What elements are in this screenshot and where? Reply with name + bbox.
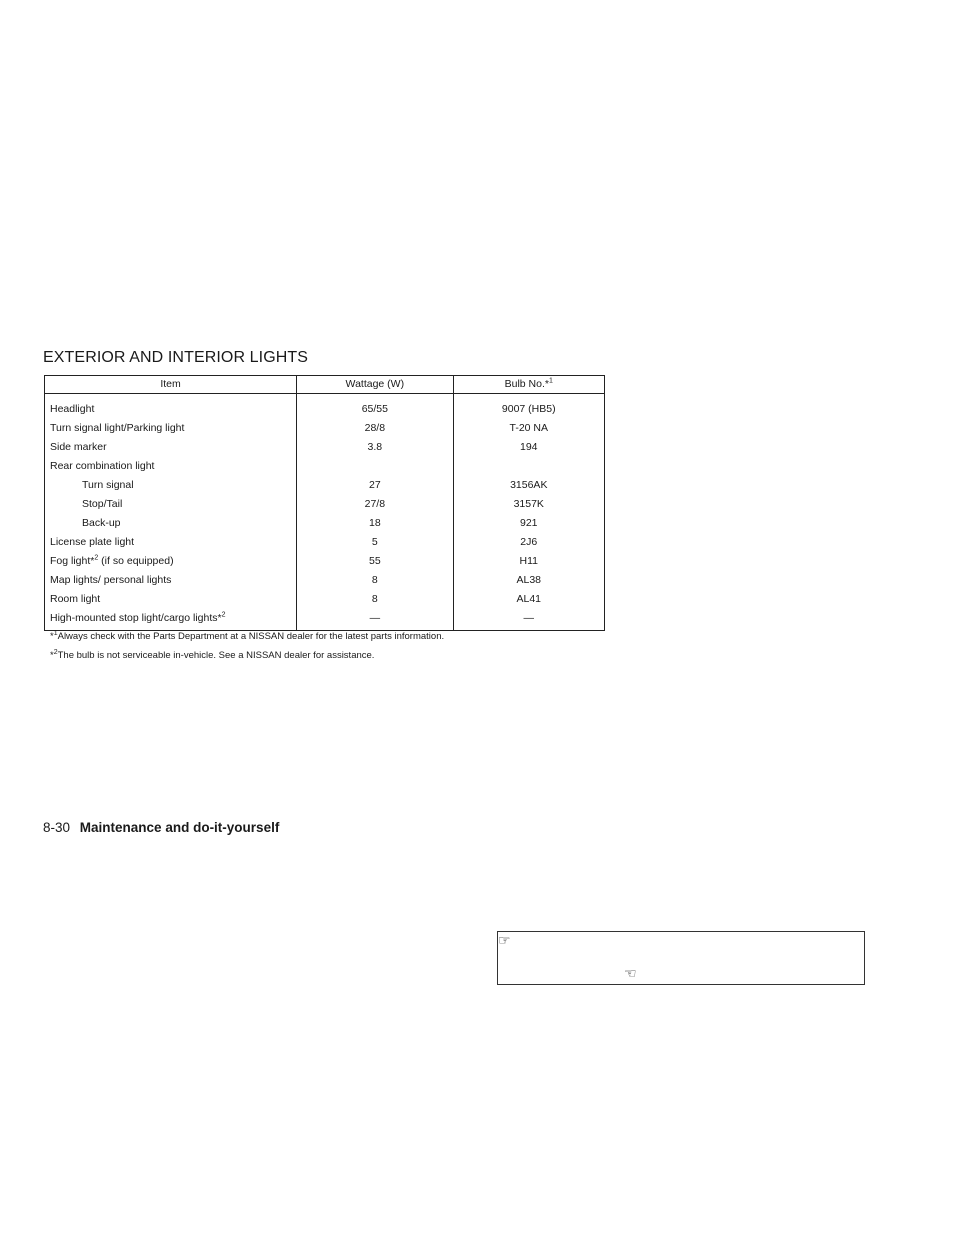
row-wattage: 8 [297,571,453,590]
table-row [45,571,605,590]
row-item: Turn signal [45,476,297,495]
row-item: Fog light*$^2$ (if so equipped) [45,552,297,571]
row-item: High-mounted stop light/cargo lights*$^2$ [45,609,297,631]
table-row [45,552,605,571]
table-row [45,394,605,420]
row-wattage: 8 [297,590,453,609]
row-bulb: AL38 [516,574,542,586]
table-row [45,533,605,552]
row-bulb [453,457,604,476]
table-row [45,495,605,514]
row-wattage: 3.8 [297,438,453,457]
row-bulb: H11 [519,555,538,567]
row-bulb: T-20 NA [509,422,549,434]
row-item: Headlight [45,394,297,420]
page-navigation-box [497,931,865,985]
table-row [45,514,605,533]
row-wattage: 55 [297,552,453,571]
table-row [45,419,605,438]
row-wattage: 28/8 [297,419,453,438]
row-item: Rear combination light [45,457,297,476]
row-bulb: AL41 [516,593,542,605]
row-wattage: 27 [297,476,453,495]
row-wattage: 27/8 [297,495,453,514]
row-bulb: 2J6 [520,536,538,548]
table-row [45,457,605,476]
page-footer [43,819,279,837]
row-bulb: 9007 (HB5) [501,403,556,415]
pointing-hand-right-icon[interactable]: ☞ [498,932,511,948]
table-row [45,609,605,631]
row-wattage: 5 [297,533,453,552]
row-item: Turn signal light/Parking light [45,419,297,438]
row-bulb: 921 [520,517,538,529]
page-number: 8-30 [43,820,71,835]
footnote-1: *$^1$Always check with the Parts Department at a NISSAN dealer for the latest parts information. [50,629,445,642]
table-row [45,476,605,495]
section-title: EXTERIOR AND INTERIOR LIGHTS [43,349,309,366]
row-item: Map lights/ personal lights [45,571,297,590]
row-bulb: 3157K [513,498,544,510]
footnote-2: *$^2$The bulb is not serviceable in-vehicle. See a NISSAN dealer for assistance. [50,648,375,661]
row-item: Side marker [45,438,297,457]
header-wattage: Wattage (W) [297,376,453,394]
row-wattage: 18 [297,514,453,533]
chapter-title: Maintenance and do-it-yourself [79,820,280,835]
bulb-specification-table [44,375,605,631]
row-bulb: 194 [520,441,538,453]
header-item: Item [45,376,297,394]
row-item: Back-up [45,514,297,533]
table-row [45,438,605,457]
row-wattage: 65/55 [297,394,453,420]
row-item: License plate light [45,533,297,552]
row-bulb: — [523,612,535,624]
row-item: Room light [45,590,297,609]
row-bulb: 3156AK [510,479,548,491]
row-item: Stop/Tail [45,495,297,514]
row-wattage [297,457,453,476]
pointing-hand-left-icon[interactable]: ☜ [624,965,637,981]
row-wattage: — [297,609,453,631]
table-header-row [45,376,605,394]
header-bulb-number: Bulb No.*$^1$ [453,376,604,394]
table-row [45,590,605,609]
